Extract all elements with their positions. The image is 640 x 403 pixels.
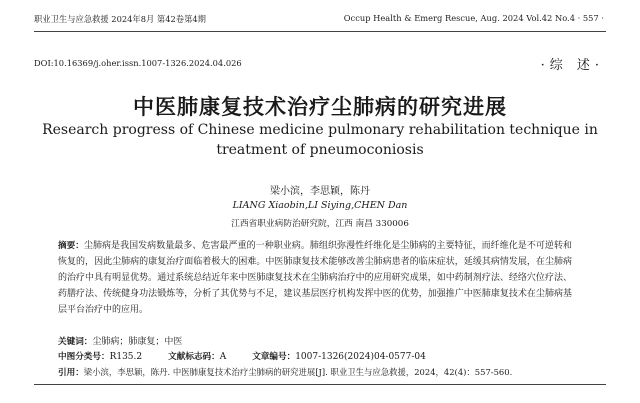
authors-english: LIANG Xiaobin,LI Siying,CHEN Dan [232,200,408,211]
document-code-value: A [219,352,227,362]
abstract-label: 摘要： [58,241,84,251]
citation [58,366,512,378]
article-number-value: 1007-1326(2024)04-0577-04 [295,352,426,362]
running-header-right: Occup Health & Emerg Rescue, Aug. 2024 Vol.42 No.4 · 557 · [343,13,604,23]
keywords-label: 关键词： [58,337,93,347]
classification-line [58,350,426,362]
citation-text: 梁小滨，李思颖，陈丹. 中医肺康复技术治疗尘肺病的研究进展[J]. 职业卫生与应急救援，2024，42(4)：557-560. [83,367,513,377]
abstract [58,238,572,318]
document-code-label: 文献标志码： [168,352,220,362]
title-english: Research progress of Chinese medicine pulmonary rehabilitation technique in treatment of pneumoconiosis [42,122,598,158]
abstract-text: 尘肺病是我国发病数量最多、危害最严重的一种职业病。肺组织弥漫性纤维化是尘肺病的主要特征，而纤维化是不可逆转和恢复的，因此尘肺病的康复治疗面临着极大的困难。中医肺康复技术能够改善尘肺病患者的临床症状，延缓其病情发展，在尘肺病的治疗中具有明显优势。通过系统总结近年来中医肺康复技术在尘肺病治疗中的应用研究成果，如中药制剂疗法、经络穴位疗法、药膳疗法、传统健身功法锻炼等，分析了其优势与不足，建议基层医疗机构发挥中医的优势，加强推广中医肺康复技术在尘肺病基层平台治疗中的应用。 [58,241,572,315]
citation-label: 引用： [58,368,84,378]
article-category: ·综 述· [540,58,604,73]
running-header-left: 职业卫生与应急救援 2024年8月 第42卷第4期 [34,14,206,24]
footer-rule [34,384,606,385]
article-number-label: 文章编号： [252,352,296,362]
title-chinese: 中医肺康复技术治疗尘肺病的研究进展 [133,94,507,119]
keywords-text: 尘肺病；肺康复；中医 [92,337,183,347]
header-rule [34,31,606,32]
affiliation: 江西省职业病防治研究院，江西 南昌 330006 [231,219,409,229]
authors-chinese: 梁小滨，李思颖，陈丹 [270,186,370,197]
keywords [58,334,182,347]
doi: DOI:10.16369/j.oher.issn.1007-1326.2024.04.026 [34,58,242,68]
classification-label: 中图分类号： [58,352,110,362]
classification-value: R135.2 [109,352,143,362]
